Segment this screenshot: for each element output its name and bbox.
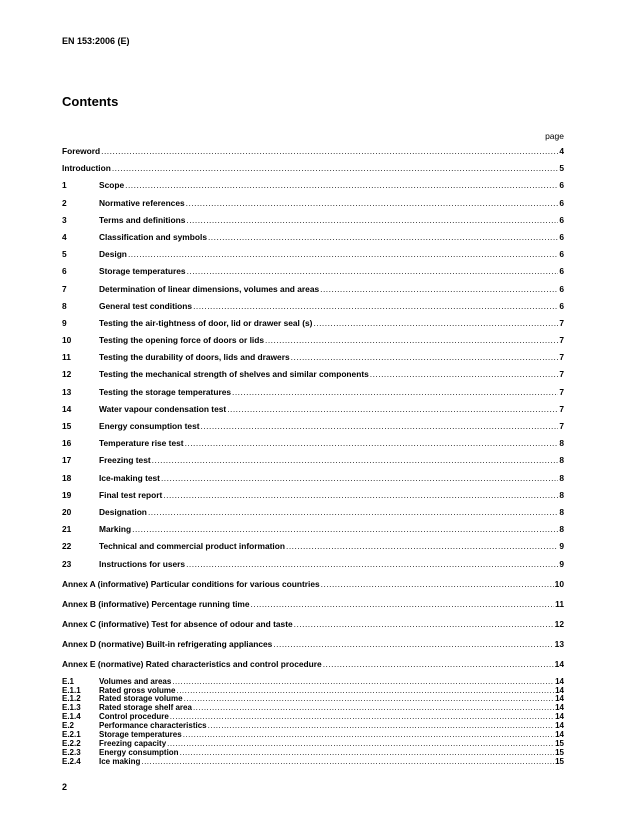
toc-entry-page: 14	[555, 721, 564, 731]
toc-entry-title: Classification and symbols	[99, 231, 207, 242]
toc-entry[interactable]	[62, 524, 564, 541]
toc-entry-page: 7	[559, 352, 564, 363]
toc-entry-number: 1	[62, 180, 67, 191]
toc-entry-number: 14	[62, 403, 72, 414]
toc-entry-page: 8	[559, 524, 564, 535]
toc-entry-page: 6	[559, 249, 564, 260]
toc-dot-leader	[172, 677, 554, 686]
toc-dot-leader	[186, 559, 558, 569]
toc-entry-title: Volumes and areas	[99, 676, 172, 686]
toc-entry[interactable]	[62, 559, 564, 576]
toc-dot-leader	[286, 541, 558, 551]
toc-dot-leader	[227, 404, 558, 414]
toc-entry-title: Water vapour condensation test	[99, 403, 227, 414]
toc-entry[interactable]	[62, 694, 564, 703]
toc-entry[interactable]	[62, 473, 564, 490]
toc-entry[interactable]	[62, 301, 564, 318]
toc-dot-leader	[148, 507, 558, 517]
toc-entry[interactable]	[62, 438, 564, 455]
toc-entry-title: Determination of linear dimensions, volumes and areas	[99, 283, 320, 294]
toc-entry[interactable]	[62, 730, 564, 739]
toc-entry-number: E.1.3	[62, 703, 81, 713]
toc-dot-leader	[170, 712, 554, 721]
toc-entry-number: 13	[62, 386, 72, 397]
toc-entry[interactable]	[62, 352, 564, 369]
toc-entry-page: 15	[555, 747, 564, 757]
page-number: 2	[62, 782, 68, 792]
toc-entry-title: Testing the air-tightness of door, lid or drawer seal (s)	[99, 317, 313, 328]
toc-entry-page: 6	[559, 231, 564, 242]
toc-entry-title: Design	[99, 249, 127, 260]
toc-entry[interactable]	[62, 757, 564, 766]
toc-dot-leader	[186, 215, 558, 225]
toc-entry-page: 9	[559, 541, 564, 552]
toc-entry[interactable]	[62, 180, 564, 197]
toc-entry[interactable]	[62, 369, 564, 386]
toc-entry-number: E.2	[62, 721, 75, 731]
toc-entry-number: 23	[62, 558, 72, 569]
toc-entry-title: Final test report	[99, 489, 163, 500]
toc-entry-title: Technical and commercial product information	[99, 541, 285, 552]
toc-entry[interactable]	[62, 639, 564, 656]
toc-dot-leader	[184, 694, 555, 703]
toc-entry-title: Ice making	[99, 756, 141, 766]
toc-entry-page: 7	[559, 421, 564, 431]
toc-entry-page: 8	[559, 438, 564, 449]
toc-dot-leader	[176, 686, 554, 695]
toc-entry[interactable]	[62, 703, 564, 712]
toc-entry[interactable]	[62, 541, 564, 558]
toc-entry-page: 7	[559, 317, 564, 328]
toc-entry-title: Marking	[99, 524, 132, 535]
toc-entry-title: Rated gross volume	[99, 685, 176, 695]
toc-entry-page: 14	[555, 694, 564, 704]
toc-entry-page: 6	[559, 180, 564, 191]
toc-entry-title: Rated storage shelf area	[99, 703, 192, 713]
toc-entry-title: Annex E (normative) Rated characteristics and control procedure	[62, 659, 322, 670]
toc-entry-page: 9	[559, 558, 564, 569]
toc-entry-number: 5	[62, 249, 67, 260]
toc-entry[interactable]	[62, 579, 564, 596]
toc-entry-page: 15	[555, 756, 564, 766]
toc-entry-page: 14	[554, 659, 564, 670]
toc-dot-leader	[101, 146, 558, 156]
toc-entry[interactable]	[62, 455, 564, 472]
toc-entry-page: 14	[555, 676, 564, 686]
toc-entry[interactable]	[62, 249, 564, 266]
toc-entry-title: Temperature rise test	[99, 438, 184, 449]
toc-entry-title: Testing the mechanical strength of shelves and similar components	[99, 369, 369, 380]
toc-entry-title: Energy consumption	[99, 747, 179, 757]
toc-entry[interactable]	[62, 659, 564, 676]
toc-entry-title: Freezing capacity	[99, 738, 167, 748]
toc-entry-page: 8	[559, 472, 564, 483]
toc-entry[interactable]	[62, 739, 564, 748]
table-of-contents	[62, 146, 564, 766]
toc-entry-number: 9	[62, 317, 67, 328]
toc-dot-leader	[294, 619, 554, 629]
toc-entry-page: 14	[555, 685, 564, 695]
toc-entry-title: Annex D (normative) Built-in refrigerating appliances	[62, 639, 273, 650]
toc-entry[interactable]	[62, 163, 564, 180]
toc-entry[interactable]	[62, 215, 564, 232]
toc-dot-leader	[180, 748, 555, 757]
toc-entry-page: 12	[554, 619, 564, 630]
toc-entry[interactable]	[62, 232, 564, 249]
toc-entry-number: 6	[62, 266, 67, 277]
toc-dot-leader	[251, 599, 555, 609]
toc-entry-number: E.1	[62, 676, 75, 686]
toc-dot-leader	[163, 490, 558, 500]
toc-entry-title: Annex C (informative) Test for absence of odour and taste	[62, 619, 293, 630]
toc-entry-number: 16	[62, 438, 72, 449]
toc-entry-title: Annex A (informative) Particular conditions for various countries	[62, 578, 320, 589]
toc-dot-leader	[193, 703, 554, 712]
toc-dot-leader	[187, 266, 559, 276]
toc-dot-leader	[183, 730, 554, 739]
toc-dot-leader	[265, 335, 558, 345]
toc-dot-leader	[273, 639, 553, 649]
toc-entry-page: 6	[559, 283, 564, 294]
toc-entry-number: 11	[62, 352, 71, 363]
toc-dot-leader	[201, 421, 559, 431]
toc-entry-title: Designation	[99, 506, 147, 517]
toc-entry-number: 19	[62, 489, 72, 500]
toc-entry[interactable]	[62, 335, 564, 352]
toc-entry-page: 14	[555, 712, 564, 722]
toc-entry[interactable]	[62, 421, 564, 438]
toc-entry-page: 14	[555, 703, 564, 713]
toc-dot-leader	[167, 739, 554, 748]
toc-entry-page: 7	[559, 335, 564, 346]
toc-entry-title: Introduction	[62, 163, 111, 174]
toc-dot-leader	[132, 524, 558, 534]
toc-entry[interactable]	[62, 619, 564, 636]
toc-entry-number: 3	[62, 214, 67, 225]
toc-entry-title: Storage temperatures	[99, 729, 182, 739]
toc-dot-leader	[208, 721, 554, 730]
toc-entry[interactable]	[62, 748, 564, 757]
toc-entry-page: 8	[559, 489, 564, 500]
toc-entry-number: 20	[62, 506, 72, 517]
toc-entry[interactable]	[62, 721, 564, 730]
toc-entry-page: 7	[559, 369, 564, 380]
toc-entry-number: 17	[62, 455, 72, 466]
toc-dot-leader	[208, 232, 558, 242]
toc-dot-leader	[232, 387, 558, 397]
toc-dot-leader	[291, 352, 559, 362]
toc-entry-title: Terms and definitions	[99, 214, 186, 225]
toc-entry-page: 15	[555, 738, 564, 748]
toc-entry-page: 8	[559, 506, 564, 517]
toc-dot-leader	[125, 180, 558, 190]
toc-entry[interactable]	[62, 712, 564, 721]
toc-entry-number: 2	[62, 197, 67, 208]
toc-entry-number: E.2.1	[62, 729, 81, 739]
toc-dot-leader	[370, 369, 559, 379]
toc-entry-title: Instructions for users	[99, 558, 186, 569]
toc-dot-leader	[313, 318, 558, 328]
toc-dot-leader	[161, 473, 558, 483]
toc-entry[interactable]	[62, 198, 564, 215]
toc-entry-title: Energy consumption test	[99, 421, 200, 431]
toc-entry-page: 6	[559, 300, 564, 311]
toc-entry-number: 15	[62, 421, 72, 431]
toc-entry-title: Annex B (informative) Percentage running time	[62, 598, 250, 609]
toc-entry[interactable]	[62, 507, 564, 524]
toc-entry-page: 13	[554, 639, 564, 650]
toc-dot-leader	[141, 757, 554, 766]
toc-entry-title: Testing the durability of doors, lids and drawers	[99, 352, 290, 363]
toc-entry-page: 4	[559, 146, 564, 156]
toc-entry-number: 8	[62, 300, 67, 311]
toc-entry[interactable]	[62, 318, 564, 335]
page-column-label: page	[545, 131, 564, 141]
toc-dot-leader	[128, 249, 558, 259]
toc-entry-number: E.1.4	[62, 712, 81, 722]
toc-entry-number: 21	[62, 524, 72, 535]
toc-entry-number: 7	[62, 283, 67, 294]
toc-entry-page: 7	[559, 403, 564, 414]
toc-entry-number: 10	[62, 335, 72, 346]
toc-dot-leader	[186, 198, 559, 208]
page-title: Contents	[62, 94, 119, 109]
toc-entry-title: Scope	[99, 180, 125, 191]
toc-entry-number: E.2.4	[62, 756, 81, 766]
toc-dot-leader	[321, 579, 554, 589]
toc-entry-title: Storage temperatures	[99, 266, 186, 277]
toc-entry[interactable]	[62, 266, 564, 283]
toc-entry-number: E.1.1	[62, 685, 81, 695]
toc-entry-number: E.1.2	[62, 694, 81, 704]
toc-entry-title: Performance characteristics	[99, 721, 207, 731]
toc-entry-page: 6	[559, 266, 564, 277]
toc-dot-leader	[112, 163, 558, 173]
toc-entry-title: General test conditions	[99, 300, 193, 311]
toc-entry-page: 6	[559, 197, 564, 208]
toc-entry-title: Testing the opening force of doors or lids	[99, 335, 265, 346]
toc-entry[interactable]	[62, 284, 564, 301]
toc-entry-number: 18	[62, 472, 72, 483]
toc-entry[interactable]	[62, 677, 564, 686]
toc-entry[interactable]	[62, 599, 564, 616]
toc-entry-number: E.2.3	[62, 747, 81, 757]
toc-dot-leader	[193, 301, 558, 311]
toc-dot-leader	[152, 455, 559, 465]
toc-entry-number: E.2.2	[62, 738, 81, 748]
toc-entry-number: 12	[62, 369, 72, 380]
toc-entry[interactable]	[62, 686, 564, 695]
toc-entry-page: 5	[559, 163, 564, 174]
toc-entry-page: 6	[559, 214, 564, 225]
toc-entry-title: Normative references	[99, 197, 185, 208]
toc-entry-page: 10	[554, 578, 564, 589]
toc-dot-leader	[320, 284, 558, 294]
toc-entry[interactable]	[62, 404, 564, 421]
toc-entry-page: 11	[555, 598, 564, 609]
toc-entry-title: Ice-making test	[99, 472, 160, 483]
toc-entry-title: Testing the storage temperatures	[99, 386, 232, 397]
toc-dot-leader	[185, 438, 559, 448]
toc-entry-title: Rated storage volume	[99, 694, 183, 704]
toc-entry-page: 7	[559, 386, 564, 397]
toc-entry[interactable]	[62, 146, 564, 163]
toc-entry-number: 4	[62, 231, 67, 242]
toc-entry-page: 14	[555, 729, 564, 739]
toc-entry-title: Freezing test	[99, 455, 151, 466]
toc-entry-title: Foreword	[62, 146, 101, 156]
document-header: EN 153:2006 (E)	[62, 36, 130, 46]
toc-entry-page: 8	[559, 455, 564, 466]
toc-entry[interactable]	[62, 490, 564, 507]
toc-entry-title: Control procedure	[99, 712, 169, 722]
toc-entry[interactable]	[62, 387, 564, 404]
toc-entry-number: 22	[62, 541, 72, 552]
toc-dot-leader	[323, 659, 554, 669]
